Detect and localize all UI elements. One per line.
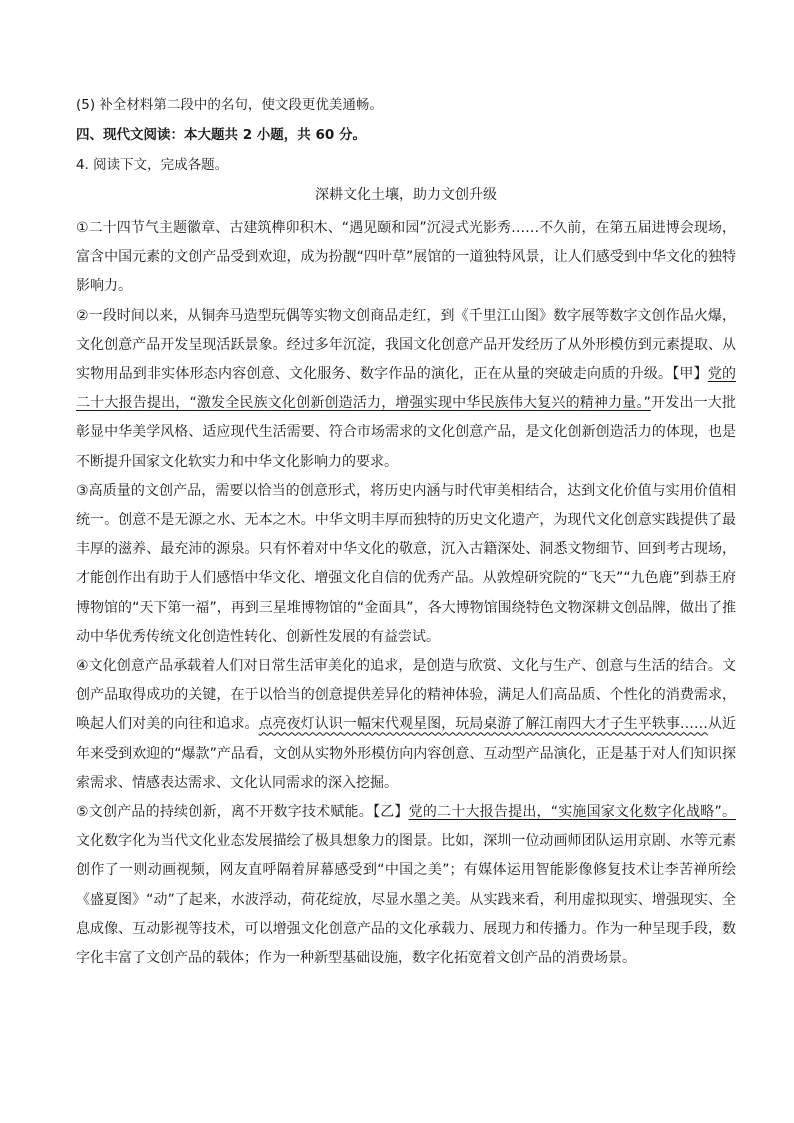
paragraph-5-text-cont: 文化数字化为当代文化业态发展描绘了极具想象力的图景。比如，深圳一位动画师团队运用京剧、水等元素创作了一则动画视频，网友直呼隔着屏幕感受到“中国之美”；有媒体运用智能影像修复技术让李苦禅所绘《盛夏图》“动”了起来，水波浮动，荷花绽放，尽显水墨之美。从实践来看，利用虚拟现实、增强现实、全息成像、互动影视等技术，可以增强文化创意产品的文化承载力、展现力和传播力。作为一种呈现手段，数字化丰富了文创产品的载体；作为一种新型基础设施，数字化拓宽着文创产品的消费场景。: [76, 833, 736, 967]
paragraph-2-text: ②一段时间以来，从铜奔马造型玩偶等实物文创商品走红，到《千里江山图》数字展等数字文创作品火爆，文化创意产品开发呈现活跃景象。经过多年沉淀，我国文化创意产品开发经历了从外形模仿到元素提取、从实物用品到非实体形态内容创意、文化服务、数字作品的演化，正在从量的突破走向质的升级。【甲】: [76, 307, 736, 383]
paragraph-5-text: ⑤文创产品的持续创新，离不开数字技术赋能。【乙】: [76, 804, 409, 821]
paragraph-5: [76, 798, 736, 973]
paragraph-4-text-cont: 从近年来受到欢迎的“爆款”产品看，文创从实物外形模仿向内容创意、互动型产品演化，正是基于对人们知识探索需求、情感表达需求、文化认同需求的深入挖掘。: [76, 716, 737, 791]
paragraph-2-text-cont: 开发出一大批彰显中华美学风格、适应现代生活需要、符合市场需求的文化创意产品，是文化创新创造活力的体现，也是不断提升国家文化软实力和中华文化影响力的要求。: [76, 395, 736, 470]
article-title: 深耕文化土壤，助力文创升级: [315, 187, 497, 203]
paragraph-4-text: ④文化创意产品承载着人们对日常生活审美化的追求，是创造与欣赏、文化与生产、创意与生活的结合。文创产品取得成功的关键，在于以恰当的创意提供差异化的精神体验，满足人们高品质、个性化的消费需求，唤起人们对美的向往和追求。: [76, 658, 736, 733]
question-4: 4. 阅读下文，完成各题。: [76, 157, 229, 173]
document-page: [76, 96, 736, 973]
question-5: (5) 补全材料第二段中的名句，使文段更优美通畅。: [76, 97, 383, 113]
paragraph-1: ①二十四节气主题徽章、古建筑榫卯积木、“遇见颐和园”沉浸式光影秀……不久前，在第五届进博会现场，富含中国元素的文创产品受到欢迎，成为扮靓“四叶草”展馆的一道独特风景，让人们感受到中华文化的独特影响力。: [76, 220, 736, 295]
underlined-quote-yi: 党的二十大报告提出，“实施国家文化数字化战略”。: [408, 804, 736, 821]
section-heading: 四、现代文阅读：本大题共 2 小题，共 60 分。: [76, 127, 366, 143]
paragraph-3: ③高质量的文创产品，需要以恰当的创意形式，将历史内涵与时代审美相结合，达到文化价值与实用价值相统一。创意不是无源之水、无本之木。中华文明丰厚而独特的历史文化遗产，为现代文化创意实践提供了最丰厚的滋养、最充沛的源泉。只有怀着对中华文化的敬意，沉入古籍深处、洞悉文物细节、回到考古现场，才能创作出有助于人们感悟中华文化、增强文化自信的优秀产品。从敦煌研究院的“飞天”“九色鹿”到恭王府博物馆的“天下第一福”，再到三星堆博物馆的“金面具”，各大博物馆围绕特色文物深耕文创品牌，做出了推动中华优秀传统文化创造性转化、创新性发展的有益尝试。: [76, 482, 736, 645]
wavy-underlined-sentence: 点亮夜灯认识一幅宋代观星图，玩局桌游了解江南四大才子生平轶事……: [258, 716, 708, 733]
paragraph-4: [76, 652, 736, 798]
paragraph-2: [76, 302, 736, 477]
underlined-quote-jia: 党的二十大报告提出，“激发全民族文化创新创造活力，增强实现中华民族伟大复兴的精神力量。”: [76, 366, 737, 412]
